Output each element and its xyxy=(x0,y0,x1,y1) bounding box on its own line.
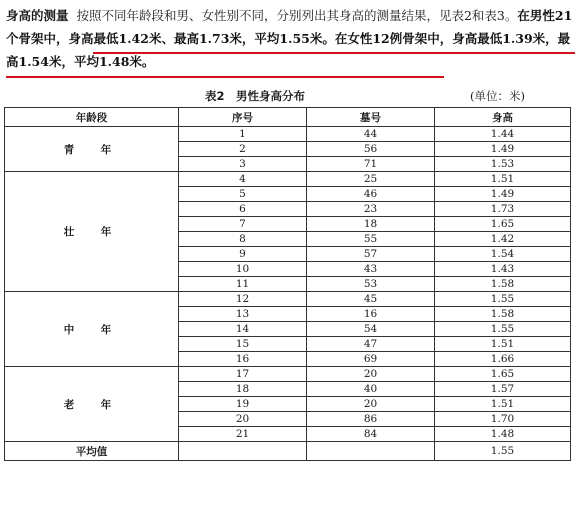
index-cell: 12 xyxy=(179,292,307,307)
index-cell: 4 xyxy=(179,172,307,187)
age-group-label: 青 年 xyxy=(5,127,179,172)
tomb-cell: 47 xyxy=(307,337,435,352)
height-cell: 1.44 xyxy=(435,127,571,142)
height-cell: 1.42 xyxy=(435,232,571,247)
male-summary: 在男性21个骨架中，身高最低1.42米、最高1.73米，平均1.55米。 xyxy=(6,8,573,46)
index-cell: 6 xyxy=(179,202,307,217)
height-cell: 1.66 xyxy=(435,352,571,367)
table-row xyxy=(5,367,571,382)
tomb-cell: 18 xyxy=(307,217,435,232)
header-index: 序号 xyxy=(179,108,307,127)
index-cell: 20 xyxy=(179,412,307,427)
average-row xyxy=(5,442,571,461)
height-cell: 1.70 xyxy=(435,412,571,427)
tomb-cell: 53 xyxy=(307,277,435,292)
age-group-label: 中 年 xyxy=(5,292,179,367)
height-cell: 1.51 xyxy=(435,337,571,352)
index-cell: 8 xyxy=(179,232,307,247)
height-cell: 1.54 xyxy=(435,247,571,262)
table-body xyxy=(5,127,571,461)
height-cell: 1.51 xyxy=(435,397,571,412)
height-cell: 1.48 xyxy=(435,427,571,442)
table-header-row xyxy=(5,108,571,127)
index-cell: 17 xyxy=(179,367,307,382)
index-cell: 1 xyxy=(179,127,307,142)
tomb-cell: 25 xyxy=(307,172,435,187)
tomb-cell: 86 xyxy=(307,412,435,427)
age-group-label: 老 年 xyxy=(5,367,179,442)
average-value: 1.55 xyxy=(435,442,571,461)
tomb-cell: 16 xyxy=(307,307,435,322)
height-cell: 1.49 xyxy=(435,142,571,157)
age-group-label: 壮 年 xyxy=(5,172,179,292)
height-cell: 1.58 xyxy=(435,307,571,322)
index-cell: 9 xyxy=(179,247,307,262)
index-cell: 7 xyxy=(179,217,307,232)
height-cell: 1.65 xyxy=(435,367,571,382)
index-cell: 15 xyxy=(179,337,307,352)
index-cell: 16 xyxy=(179,352,307,367)
height-cell: 1.58 xyxy=(435,277,571,292)
tomb-cell: 20 xyxy=(307,397,435,412)
header-tomb: 墓号 xyxy=(307,108,435,127)
index-cell: 19 xyxy=(179,397,307,412)
tomb-cell: 46 xyxy=(307,187,435,202)
tomb-cell: 84 xyxy=(307,427,435,442)
empty-cell xyxy=(307,442,435,461)
index-cell: 18 xyxy=(179,382,307,397)
height-cell: 1.43 xyxy=(435,262,571,277)
tomb-cell: 23 xyxy=(307,202,435,217)
tomb-cell: 44 xyxy=(307,127,435,142)
tomb-cell: 45 xyxy=(307,292,435,307)
index-cell: 10 xyxy=(179,262,307,277)
table-row xyxy=(5,292,571,307)
index-cell: 11 xyxy=(179,277,307,292)
tomb-cell: 40 xyxy=(307,382,435,397)
header-height: 身高 xyxy=(435,108,571,127)
table-title: 表2 男性身高分布 xyxy=(205,89,306,103)
empty-cell xyxy=(179,442,307,461)
tomb-cell: 71 xyxy=(307,157,435,172)
index-cell: 5 xyxy=(179,187,307,202)
table-caption xyxy=(0,88,580,104)
height-cell: 1.73 xyxy=(435,202,571,217)
height-cell: 1.55 xyxy=(435,292,571,307)
underline-female xyxy=(6,76,444,78)
table-row xyxy=(5,127,571,142)
tomb-cell: 69 xyxy=(307,352,435,367)
header-age: 年龄段 xyxy=(5,108,179,127)
tomb-cell: 43 xyxy=(307,262,435,277)
index-cell: 14 xyxy=(179,322,307,337)
intro-paragraph xyxy=(6,4,576,73)
tomb-cell: 56 xyxy=(307,142,435,157)
paragraph-text: 按照不同年龄段和男、女性别不同，分别列出其身高的测量结果，见表2和表3。 xyxy=(76,8,518,23)
height-cell: 1.51 xyxy=(435,172,571,187)
index-cell: 13 xyxy=(179,307,307,322)
table-unit: (单位：米) xyxy=(470,89,525,103)
tomb-cell: 55 xyxy=(307,232,435,247)
table-row xyxy=(5,172,571,187)
height-cell: 1.53 xyxy=(435,157,571,172)
section-lead: 身高的测量 xyxy=(6,8,69,23)
tomb-cell: 57 xyxy=(307,247,435,262)
tomb-cell: 20 xyxy=(307,367,435,382)
height-cell: 1.65 xyxy=(435,217,571,232)
index-cell: 2 xyxy=(179,142,307,157)
index-cell: 21 xyxy=(179,427,307,442)
height-cell: 1.49 xyxy=(435,187,571,202)
height-cell: 1.55 xyxy=(435,322,571,337)
underline-male xyxy=(93,52,575,54)
height-cell: 1.57 xyxy=(435,382,571,397)
tomb-cell: 54 xyxy=(307,322,435,337)
height-table xyxy=(4,107,571,461)
average-label: 平均值 xyxy=(5,442,179,461)
index-cell: 3 xyxy=(179,157,307,172)
female-summary: 在女性12例骨架中，身高最低1.39米，最高1.54米，平均1.48米。 xyxy=(6,31,571,69)
